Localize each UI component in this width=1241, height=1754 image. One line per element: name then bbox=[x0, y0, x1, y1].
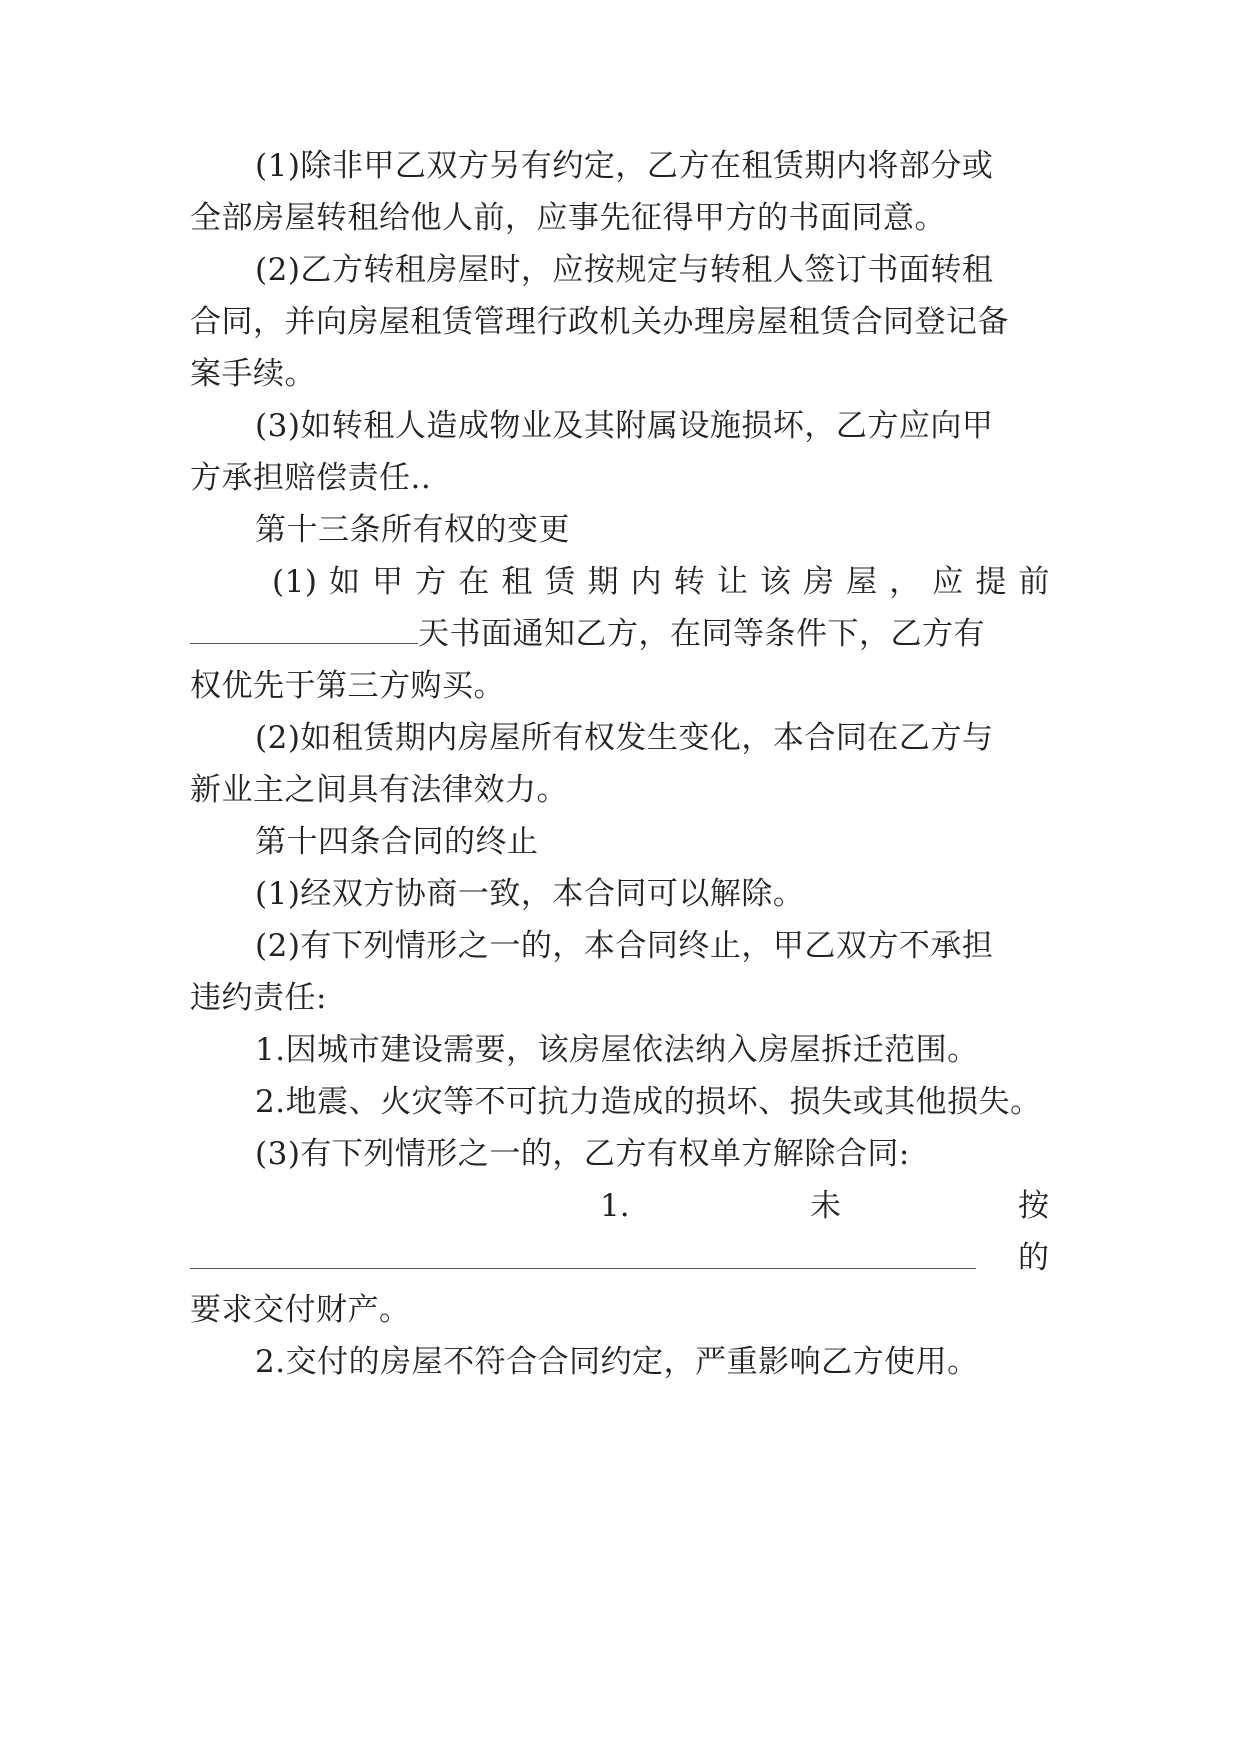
paragraph-11-line-3: 要求交付财产。 bbox=[190, 1292, 411, 1328]
paragraph-11-line-2 bbox=[190, 1238, 1050, 1278]
paragraph-5-line-2: 新业主之间具有法律效力。 bbox=[190, 772, 568, 808]
paragraph-11-word-3: 的 bbox=[1018, 1240, 1049, 1276]
paragraph-12: 2.交付的房屋不符合合同约定，严重影响乙方使用。 bbox=[255, 1344, 979, 1380]
paragraph-7-line-1: (2)有下列情形之一的，本合同终止，甲乙双方不承担 bbox=[255, 928, 994, 964]
paragraph-6: (1)经双方协商一致，本合同可以解除。 bbox=[255, 876, 805, 912]
article-14-heading: 第十四条合同的终止 bbox=[255, 824, 539, 860]
paragraph-3-line-1: (3)如转租人造成物业及其附属设施损坏，乙方应向甲 bbox=[255, 408, 994, 444]
paragraph-2-line-3: 案手续。 bbox=[190, 356, 316, 392]
paragraph-7-line-2: 违约责任: bbox=[190, 980, 327, 1016]
list-number: 1. bbox=[600, 1188, 630, 1224]
fill-in-blank-requirement[interactable] bbox=[190, 1238, 976, 1269]
paragraph-2-line-2: 合同，并向房屋租赁管理行政机关办理房屋租赁合同登记备 bbox=[190, 304, 1009, 340]
paragraph-2-line-1: (2)乙方转租房屋时，应按规定与转租人签订书面转租 bbox=[255, 252, 994, 288]
paragraph-5-line-1: (2)如租赁期内房屋所有权发生变化，本合同在乙方与 bbox=[255, 720, 994, 756]
paragraph-11-line-1 bbox=[190, 1186, 1050, 1226]
paragraph-1-line-2: 全部房屋转租给他人前，应事先征得甲方的书面同意。 bbox=[190, 200, 946, 236]
paragraph-9: 2.地震、火灾等不可抗力造成的损坏、损失或其他损失。 bbox=[255, 1084, 1042, 1120]
paragraph-8: 1.因城市建设需要，该房屋依法纳入房屋拆迁范围。 bbox=[255, 1032, 979, 1068]
article-13-heading: 第十三条所有权的变更 bbox=[255, 512, 570, 548]
paragraph-1-line-1: (1)除非甲乙双方另有约定，乙方在租赁期内将部分或 bbox=[255, 148, 994, 184]
paragraph-4-line-3: 权优先于第三方购买。 bbox=[190, 668, 505, 704]
fill-in-blank-days[interactable] bbox=[190, 617, 418, 644]
paragraph-11-word-1: 未 bbox=[810, 1188, 841, 1224]
paragraph-4-line-2-text: 天书面通知乙方，在同等条件下，乙方有 bbox=[418, 616, 985, 652]
paragraph-11-word-2: 按 bbox=[1018, 1188, 1049, 1224]
paragraph-4-line-1: (1)如甲方在租赁期内转让该房屋，应提前 bbox=[272, 564, 1050, 600]
paragraph-4-line-2 bbox=[190, 614, 1050, 654]
paragraph-3-line-2: 方承担赔偿责任.. bbox=[190, 460, 432, 496]
paragraph-10: (3)有下列情形之一的，乙方有权单方解除合同: bbox=[255, 1136, 910, 1172]
